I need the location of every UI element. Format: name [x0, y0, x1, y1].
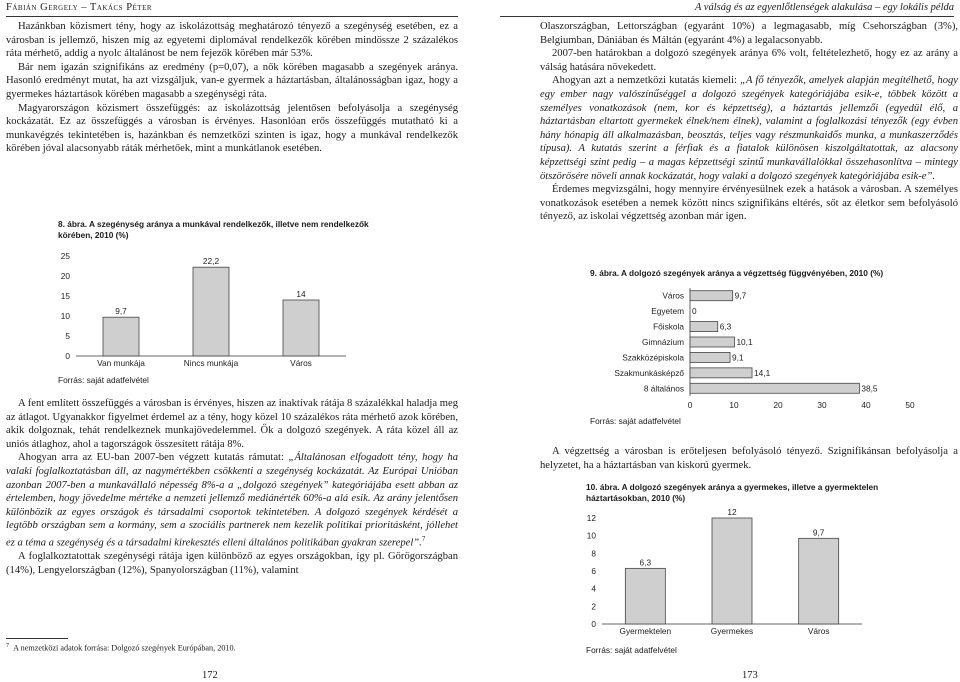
- x-tick-label: 10: [729, 400, 739, 410]
- figure-9-title: 9. ábra. A dolgozó szegények aránya a végzettség függvényében, 2010 (%): [590, 268, 884, 278]
- category-label: 8 általános: [643, 383, 684, 394]
- x-tick-label: Nincs munkája: [183, 358, 239, 368]
- category-label: Egyetem: [651, 306, 684, 317]
- category-label: Város: [662, 290, 684, 301]
- category-label: Szakmunkásképző: [614, 367, 684, 378]
- data-label: 9,7: [812, 527, 825, 538]
- y-tick-label: 12: [586, 513, 596, 523]
- paragraph: Ahogyan arra az EU-ban 2007-ben végzett kutatás rámutat: „Általánosan elfogadott tény, hogy ha valaki foglalkoztatásban áll, az nagymértékben csökkenti a szegénység kockázatát. Az Európai Unióban azonban 2007-ben a munkavállaló népesség 8%-a a „dolgozó szegények” kategóriájába esett abban az értelemben, hogy jövedelme mértéke a nemzeti jellemző mediánérték 60%-a alá esik. Az arány jelentősen különbözik az egyes országok és társadalmi csoportok tekintetében. A dolgozó szegények kérdését a legtöbb országban sem a kormány, sem a szociális partnerek nem kezelik politikai prioritásként, jóllehet ez a téma a szegénység és a társadalmi kirekesztés elleni általános politikában gyakran szerepel”.$^7$: [6, 452, 458, 549]
- data-label: 12: [727, 508, 737, 517]
- paragraph: Magyarországon közismert összefüggés: az iskolázottság jelentősen befolyásolja a szegénység kockázatát. Ez az összefüggés a városban is érvényes. Hasonlóan erős összefüggés mutatható ki a munkavégzés tekintetében is, hazánkban és nemzetközi szinten is igaz, hogy a munkával rendelkezők körében jóval alacsonyabb ráták mérhetőek, mint a munkátlanok esetében.: [6, 102, 458, 155]
- figure-9-source: Forrás: saját adatfelvétel: [590, 416, 681, 426]
- bar: [690, 352, 730, 362]
- bar: [625, 568, 665, 624]
- figure-8-source: Forrás: saját adatfelvétel: [58, 375, 149, 385]
- bar: [283, 300, 319, 356]
- x-tick-label: Gyermektelen: [619, 626, 672, 636]
- paragraph: Olaszországban, Lettországban (egyaránt 10%) a legmagasabb, míg Csehországban (3%), Belgiumban, Dániában és Máltán (egyaránt 4%) a legalacsonyabb.: [540, 21, 958, 46]
- x-tick-label: Gyermekes: [710, 626, 754, 636]
- paragraph: A foglalkoztatottak szegénységi rátája igen különböző az egyes országokban, így pl. Görögországban (14%), Lengyelországban (12%), Spanyolországban (11%), valamint: [6, 551, 458, 576]
- running-header-right: A válság és az egyenlőtlenségek alakulása – egy lokális példa: [694, 2, 954, 13]
- paragraph: A fent említett összefüggés a városban is érvényes, hiszen az inaktívak rátája 8 százalékkal haladja meg az átlagot. Ugyanakkor figyelmet érdemel az a tény, hogy közel 10 százalékos ráta mérhető azok körében, akik dolgoznak, tehát rendelkeznek munkajövedelemmel. Ők a dolgozó szegények. A ráta közel áll az uniós átlaghoz, ahol a tagországok összesített rátája 8%.: [6, 398, 458, 450]
- bar: [690, 322, 718, 332]
- data-label: 9,1: [732, 352, 744, 363]
- bar: [103, 317, 139, 356]
- paragraph: A végzettség a városban is erőteljesen befolyásoló tényező. Szignifikánsan befolyásolja a helyzetet, ha a háztartásban van kiskorú gyermek.: [540, 446, 958, 471]
- data-label: 9,7: [734, 290, 747, 301]
- paragraph: Ahogyan azt a nemzetközi kutatás kiemeli: „A fő tényezők, amelyek alapján megítélhető, hogy egy ember nagy valószínűséggel a dolgozó szegények kategóriájába esik-e, többek között a személyes vonatkozások (nem, kor és képzettség), a háztartás jellemzői (egyedül élő, a háztartásban eltartott gyermekek élnek/nem élnek), valamint a foglalkozási tényezők (egy évben hány hónapig áll alkalmazásban, beosztás, teljes vagy részmunkaidős munka, a munkaszerződés típusa). A kutatás szerint a férfiak és a fiatalok különösen kiszolgáltatottak, az alacsony képzettségi szint pedig – a magas képzettségi szintű munkavállalókkal összehasonlítva – mintegy ötszörösére növeli annak kockázatát, hogy valaki a dolgozó szegények kategóriájába esik-e”.: [540, 75, 959, 182]
- category-label: Gimnázium: [642, 337, 684, 347]
- paragraph: Bár nem igazán szignifikáns az eredmény (p=0,07), a nők körében magasabb a szegények aránya. Hasonló eredményt mutat, ha azt vizsgáljuk, van-e gyermek a háztartásban, általánosságban igaz, hogy a gyermekes háztartások körében magasabb a szegénységi ráta.: [6, 61, 458, 100]
- right-column-mid: [540, 445, 958, 472]
- y-tick-label: 10: [586, 530, 596, 541]
- x-tick-label: Város: [807, 626, 830, 636]
- bar: [690, 337, 734, 347]
- y-tick-label: 2: [591, 601, 596, 612]
- bar: [193, 267, 229, 356]
- figure-10-title: 10. ábra. A dolgozó szegények aránya a gyermekes, illetve a gyermektelen háztartásokban, 2010 (%): [586, 482, 879, 503]
- figure-10-source: Forrás: saját adatfelvétel: [586, 645, 677, 655]
- data-label: 10,1: [736, 337, 753, 347]
- page-number-left: 172: [202, 670, 218, 681]
- data-label: 0: [692, 306, 697, 317]
- figure-9-chart: [580, 284, 920, 414]
- data-label: 38,5: [861, 383, 878, 394]
- data-label: 14,1: [754, 367, 771, 378]
- y-tick-label: 6: [591, 566, 596, 576]
- y-tick-label: 0: [591, 619, 596, 629]
- x-tick-label: 20: [773, 400, 783, 410]
- x-tick-label: Város: [290, 358, 312, 368]
- y-tick-label: 5: [65, 331, 70, 341]
- bar: [690, 383, 859, 393]
- y-tick-label: 8: [591, 548, 596, 559]
- y-tick-label: 25: [60, 251, 70, 261]
- x-tick-label: Van munkája: [97, 358, 145, 368]
- footnote-rule: [6, 638, 68, 639]
- data-label: 14: [296, 289, 306, 299]
- right-column-top: [540, 20, 958, 224]
- y-tick-label: 10: [60, 311, 70, 321]
- running-header-left: Fábián Gergely – Takács Péter: [6, 2, 153, 13]
- left-column-bottom: [6, 397, 458, 577]
- y-tick-label: 15: [60, 291, 70, 301]
- bar: [712, 518, 752, 624]
- x-tick-label: 50: [905, 400, 915, 410]
- y-tick-label: 4: [591, 583, 596, 594]
- data-label: 6,3: [639, 557, 652, 568]
- header-rule-left: [6, 16, 458, 17]
- figure-10-chart: [576, 508, 876, 643]
- data-label: 6,3: [719, 321, 732, 332]
- bar: [799, 538, 839, 624]
- x-tick-label: 30: [817, 400, 827, 410]
- category-label: Főiskola: [653, 321, 684, 332]
- footnote-ref[interactable]: 7: [421, 534, 426, 543]
- left-column-top: [6, 20, 458, 156]
- paragraph: Hazánkban közismert tény, hogy az iskolázottság meghatározó tényező a szegénység esetében, ez a városban is jellemző, hiszen míg az egyetemi diplomával rendelkezők körében mindössze 2 százalékos ráta mérhető, addig a nyolc általánost be nem fejezők körében már 53%.: [6, 21, 458, 60]
- footnote: $^7$ A nemzetközi adatok forrása: Dolgozó szegények Európában, 2010.: [6, 643, 236, 653]
- bar: [690, 368, 752, 378]
- y-tick-label: 20: [60, 271, 70, 281]
- page-number-right: 173: [742, 670, 758, 681]
- data-label: 9,7: [115, 306, 127, 317]
- y-tick-label: 0: [65, 351, 70, 361]
- x-tick-label: 0: [687, 400, 693, 410]
- header-rule-right: [500, 16, 954, 17]
- category-label: Szakközépiskola: [622, 352, 684, 363]
- figure-8-chart: [50, 246, 370, 372]
- x-tick-label: 40: [861, 400, 871, 410]
- paragraph: Érdemes megvizsgálni, hogy mennyire érvényesülnek ezek a hatások a városban. A személyes vonatkozások esetében a nemek között nincs szignifikáns eltérés, sőt az életkor sem befolyásoló tényező, az iskolai végzettség azonban már igen.: [540, 184, 958, 223]
- paragraph: 2007-ben határokban a dolgozó szegények aránya 6% volt, feltételezhető, hogy ez az arány a válság hatására növekedett.: [540, 48, 958, 73]
- bar: [690, 291, 733, 301]
- data-label: 22,2: [202, 256, 220, 267]
- figure-8-title: 8. ábra. A szegénység aránya a munkával rendelkezők, illetve nem rendelkezők körében, 2010 (%): [58, 219, 369, 240]
